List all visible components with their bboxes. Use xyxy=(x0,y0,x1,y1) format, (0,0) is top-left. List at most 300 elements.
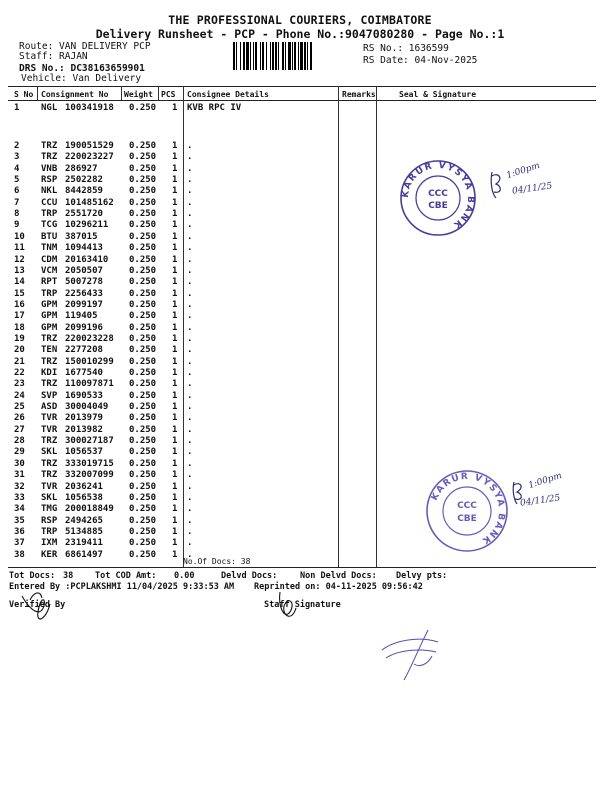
staff-signature-label: Staff Signature xyxy=(264,600,341,610)
table-row xyxy=(0,277,600,288)
table-row xyxy=(0,527,600,538)
table-row xyxy=(0,436,600,447)
row-pcs: 1 xyxy=(172,333,178,344)
row-sno: 14 xyxy=(14,277,25,288)
row-sno: 37 xyxy=(14,538,25,549)
row-sno: 3 xyxy=(14,152,20,163)
row-pcs: 1 xyxy=(172,379,178,390)
table-header-rule xyxy=(8,100,596,101)
row-pcs: 1 xyxy=(172,152,178,163)
row-weight: 0.250 xyxy=(129,390,157,401)
table-top-rule xyxy=(8,86,596,87)
row-weight: 0.250 xyxy=(129,402,157,413)
row-branch-code: TRZ xyxy=(41,458,58,469)
row-weight: 0.250 xyxy=(129,345,157,356)
table-row xyxy=(0,345,600,356)
row-consignee: . xyxy=(187,447,193,458)
row-pcs: 1 xyxy=(172,436,178,447)
row-branch-code: NGL xyxy=(41,103,58,113)
row-branch-code: RPT xyxy=(41,277,58,288)
row-pcs: 1 xyxy=(172,163,178,174)
row-consignment-number: 190051529 xyxy=(65,141,114,151)
row-weight: 0.250 xyxy=(129,481,157,492)
row-pcs: 1 xyxy=(172,254,178,265)
barcode-bar xyxy=(243,42,245,70)
barcode-bar xyxy=(262,42,264,70)
row-pcs: 1 xyxy=(172,538,178,549)
table-row xyxy=(0,538,600,549)
row-branch-code: TEN xyxy=(41,345,58,356)
row-consignee: . xyxy=(187,231,193,242)
row-branch-code: GPM xyxy=(41,311,58,322)
table-row xyxy=(0,334,600,345)
row-weight: 0.250 xyxy=(129,254,157,265)
tot-cod-value: 0.00 xyxy=(174,571,195,581)
col-divider xyxy=(121,86,122,100)
row-consignee: . xyxy=(187,436,193,447)
table-row xyxy=(0,323,600,334)
barcode-bar xyxy=(240,42,241,70)
table-row xyxy=(0,289,600,300)
row-weight: 0.250 xyxy=(129,368,157,378)
row-consignment-number: 5134885 xyxy=(65,526,103,537)
barcode-bar xyxy=(278,42,279,70)
row-pcs: 1 xyxy=(172,549,178,560)
vehicle-label: Vehicle: Van Delivery xyxy=(21,73,142,84)
barcode-bar xyxy=(266,42,267,70)
barcode-bar xyxy=(292,42,293,70)
table-row xyxy=(0,402,600,413)
row-pcs: 1 xyxy=(172,103,178,113)
row-weight: 0.250 xyxy=(129,152,157,163)
row-consignee: . xyxy=(187,197,193,208)
row-branch-code: SKL xyxy=(41,492,58,503)
row-sno: 4 xyxy=(14,163,20,174)
row-weight: 0.250 xyxy=(129,197,157,208)
row-pcs: 1 xyxy=(172,368,178,378)
row-weight: 0.250 xyxy=(129,424,157,435)
row-consignment-number: 2099197 xyxy=(65,299,103,310)
row-branch-code: GPM xyxy=(41,322,58,333)
row-pcs: 1 xyxy=(172,231,178,242)
row-branch-code: KDI xyxy=(41,368,58,378)
table-row xyxy=(0,152,600,163)
row-branch-code: TMG xyxy=(41,504,58,515)
row-pcs: 1 xyxy=(172,197,178,208)
row-consignee: . xyxy=(187,402,193,413)
row-pcs: 1 xyxy=(172,413,178,424)
barcode-bar xyxy=(288,42,291,70)
rs-date: RS Date: 04-Nov-2025 xyxy=(363,55,478,66)
row-consignment-number: 300027187 xyxy=(65,436,114,447)
row-consignee: . xyxy=(187,209,193,220)
row-sno: 9 xyxy=(14,220,20,231)
row-branch-code: TVR xyxy=(41,481,58,492)
row-sno: 22 xyxy=(14,368,25,378)
row-branch-code: RSP xyxy=(41,175,58,186)
row-consignee: . xyxy=(187,152,193,163)
row-sno: 38 xyxy=(14,549,25,560)
row-pcs: 1 xyxy=(172,209,178,220)
row-weight: 0.250 xyxy=(129,549,157,560)
row-weight: 0.250 xyxy=(129,356,157,367)
barcode xyxy=(233,42,359,70)
row-branch-code: TRZ xyxy=(41,356,58,367)
row-branch-code: TRZ xyxy=(41,379,58,390)
row-consignment-number: 1056537 xyxy=(65,447,103,458)
row-sno: 28 xyxy=(14,436,25,447)
col-header-consignment: Consignment No xyxy=(41,90,109,99)
row-sno: 30 xyxy=(14,458,25,469)
table-row xyxy=(0,425,600,436)
delvd-docs: Delvd Docs: xyxy=(221,571,278,581)
table-row xyxy=(0,103,600,114)
row-consignment-number: 2050507 xyxy=(65,265,103,276)
row-sno: 12 xyxy=(14,254,25,265)
row-consignee: . xyxy=(187,515,193,526)
table-row xyxy=(0,220,600,231)
row-weight: 0.250 xyxy=(129,163,157,174)
row-consignment-number: 220023228 xyxy=(65,333,114,344)
row-consignee: . xyxy=(187,481,193,492)
row-consignment-number: 100341918 xyxy=(65,103,114,113)
row-branch-code: TRZ xyxy=(41,333,58,344)
row-sno: 31 xyxy=(14,470,25,481)
row-pcs: 1 xyxy=(172,311,178,322)
row-pcs: 1 xyxy=(172,299,178,310)
row-pcs: 1 xyxy=(172,265,178,276)
row-consignment-number: 286927 xyxy=(65,163,98,174)
row-consignee: . xyxy=(187,368,193,378)
row-consignee: . xyxy=(187,333,193,344)
row-weight: 0.250 xyxy=(129,288,157,299)
col-divider xyxy=(37,86,38,100)
table-row xyxy=(0,300,600,311)
stamp1-time: 1:00pm xyxy=(505,160,542,182)
row-sno: 19 xyxy=(14,333,25,344)
row-consignment-number: 2036241 xyxy=(65,481,103,492)
row-weight: 0.250 xyxy=(129,526,157,537)
row-consignment-number: 2256433 xyxy=(65,288,103,299)
row-branch-code: GPM xyxy=(41,299,58,310)
row-pcs: 1 xyxy=(172,322,178,333)
row-sno: 21 xyxy=(14,356,25,367)
row-branch-code: TRZ xyxy=(41,436,58,447)
row-pcs: 1 xyxy=(172,470,178,481)
table-row xyxy=(0,243,600,254)
row-branch-code: TRZ xyxy=(41,141,58,151)
row-weight: 0.250 xyxy=(129,492,157,503)
row-weight: 0.250 xyxy=(129,447,157,458)
row-weight: 0.250 xyxy=(129,220,157,231)
non-delvd-docs: Non Delvd Docs: xyxy=(300,571,377,581)
row-consignee: . xyxy=(187,311,193,322)
row-branch-code: TNM xyxy=(41,243,58,254)
row-consignee: . xyxy=(187,322,193,333)
row-pcs: 1 xyxy=(172,481,178,492)
row-sno: 10 xyxy=(14,231,25,242)
row-sno: 36 xyxy=(14,526,25,537)
table-row xyxy=(0,311,600,322)
tot-docs-label: Tot Docs: xyxy=(9,571,56,581)
row-consignee: . xyxy=(187,390,193,401)
row-weight: 0.250 xyxy=(129,175,157,186)
row-consignment-number: 1690533 xyxy=(65,390,103,401)
row-pcs: 1 xyxy=(172,504,178,515)
row-consignee: . xyxy=(187,458,193,469)
row-consignment-number: 20163410 xyxy=(65,254,109,265)
row-branch-code: KER xyxy=(41,549,58,560)
barcode-bar xyxy=(285,42,286,70)
row-consignment-number: 2013979 xyxy=(65,413,103,424)
row-weight: 0.250 xyxy=(129,470,157,481)
col-header-consignee: Consignee Details xyxy=(187,90,269,99)
row-sno: 5 xyxy=(14,175,20,186)
row-weight: 0.250 xyxy=(129,538,157,549)
row-branch-code: TRP xyxy=(41,526,58,537)
drs-number: DRS No.: DC38163659901 xyxy=(19,63,145,74)
row-weight: 0.250 xyxy=(129,379,157,390)
row-pcs: 1 xyxy=(172,356,178,367)
stamp2-initials xyxy=(508,478,530,508)
row-weight: 0.250 xyxy=(129,299,157,310)
row-pcs: 1 xyxy=(172,243,178,254)
row-consignment-number: 2319411 xyxy=(65,538,103,549)
row-consignee: . xyxy=(187,186,193,197)
barcode-bar xyxy=(298,42,299,70)
row-consignee: . xyxy=(187,492,193,503)
row-consignee: . xyxy=(187,470,193,481)
row-sno: 27 xyxy=(14,424,25,435)
row-pcs: 1 xyxy=(172,141,178,151)
verified-by: Verified By xyxy=(9,600,66,610)
row-consignee: . xyxy=(187,163,193,174)
barcode-bar xyxy=(236,42,237,70)
row-consignment-number: 119405 xyxy=(65,311,98,322)
reprinted-on: Reprinted on: 04-11-2025 09:56:42 xyxy=(254,582,423,592)
row-weight: 0.250 xyxy=(129,333,157,344)
table-bottom-rule xyxy=(8,567,596,568)
row-pcs: 1 xyxy=(172,277,178,288)
row-consignment-number: 6861497 xyxy=(65,549,103,560)
barcode-bar xyxy=(304,42,306,70)
rs-number: RS No.: 1636599 xyxy=(363,43,449,54)
stamp-center-top: CCC xyxy=(428,189,448,199)
row-consignment-number: 2277208 xyxy=(65,345,103,356)
row-weight: 0.250 xyxy=(129,458,157,469)
table-row xyxy=(0,516,600,527)
stamp-ring-text: KARUR VYSYA BANK xyxy=(429,471,507,547)
barcode-bar xyxy=(250,42,251,70)
row-weight: 0.250 xyxy=(129,436,157,447)
row-weight: 0.250 xyxy=(129,209,157,220)
row-consignment-number: 2494265 xyxy=(65,515,103,526)
row-branch-code: RSP xyxy=(41,515,58,526)
row-consignee: . xyxy=(187,356,193,367)
row-pcs: 1 xyxy=(172,186,178,197)
row-branch-code: ASD xyxy=(41,402,58,413)
row-consignment-number: 2551720 xyxy=(65,209,103,220)
row-sno: 13 xyxy=(14,265,25,276)
route-label: Route: VAN DELIVERY PCP xyxy=(19,41,151,52)
row-pcs: 1 xyxy=(172,492,178,503)
row-pcs: 1 xyxy=(172,402,178,413)
row-consignee: . xyxy=(187,243,193,254)
table-row xyxy=(0,232,600,243)
row-consignee: . xyxy=(187,141,193,151)
row-consignment-number: 1677540 xyxy=(65,368,103,378)
row-consignment-number: 101485162 xyxy=(65,197,114,208)
barcode-bar xyxy=(300,42,303,70)
row-pcs: 1 xyxy=(172,220,178,231)
row-consignee: . xyxy=(187,288,193,299)
row-weight: 0.250 xyxy=(129,231,157,242)
col-header-weight: Weight xyxy=(124,90,153,99)
row-consignment-number: 5007278 xyxy=(65,277,103,288)
row-weight: 0.250 xyxy=(129,311,157,322)
row-branch-code: TVR xyxy=(41,424,58,435)
row-consignment-number: 30004049 xyxy=(65,402,109,413)
table-row xyxy=(0,391,600,402)
row-pcs: 1 xyxy=(172,345,178,356)
barcode-bar xyxy=(307,42,308,70)
barcode-bar xyxy=(246,42,249,70)
row-consignment-number: 200018849 xyxy=(65,504,114,515)
row-consignee: . xyxy=(187,220,193,231)
tot-docs-value: 38 xyxy=(63,571,74,581)
row-consignment-number: 333019715 xyxy=(65,458,114,469)
row-pcs: 1 xyxy=(172,515,178,526)
company-name: THE PROFESSIONAL COURIERS, COIMBATORE xyxy=(168,13,432,27)
row-consignee: . xyxy=(187,265,193,276)
row-sno: 34 xyxy=(14,504,25,515)
row-sno: 17 xyxy=(14,311,25,322)
row-branch-code: TRZ xyxy=(41,152,58,163)
row-pcs: 1 xyxy=(172,175,178,186)
row-consignee: . xyxy=(187,549,193,560)
barcode-bar xyxy=(294,42,296,70)
barcode-bar xyxy=(233,42,235,70)
row-sno: 16 xyxy=(14,299,25,310)
row-weight: 0.250 xyxy=(129,141,157,151)
row-consignee: . xyxy=(187,379,193,390)
col-header-seal: Seal & Signature xyxy=(399,90,477,99)
row-consignment-number: 10296211 xyxy=(65,220,109,231)
row-branch-code: TVR xyxy=(41,413,58,424)
row-sno: 25 xyxy=(14,402,25,413)
row-consignee: . xyxy=(187,504,193,515)
row-weight: 0.250 xyxy=(129,322,157,333)
row-sno: 29 xyxy=(14,447,25,458)
row-consignment-number: 2013982 xyxy=(65,424,103,435)
no-of-docs: No.Of Docs: 38 xyxy=(183,557,251,566)
entered-by: Entered By :PCPLAKSHMI 11/04/2025 9:33:53 AM xyxy=(9,582,235,592)
row-branch-code: VNB xyxy=(41,163,58,174)
row-branch-code: SKL xyxy=(41,447,58,458)
row-sno: 1 xyxy=(14,103,20,113)
col-header-pcs: PCS xyxy=(161,90,176,99)
row-branch-code: BTU xyxy=(41,231,58,242)
row-weight: 0.250 xyxy=(129,186,157,197)
row-sno: 2 xyxy=(14,141,20,151)
row-sno: 6 xyxy=(14,186,20,197)
row-consignee: . xyxy=(187,413,193,424)
row-consignee: . xyxy=(187,526,193,537)
table-row xyxy=(0,459,600,470)
row-consignment-number: 1094413 xyxy=(65,243,103,254)
row-weight: 0.250 xyxy=(129,103,157,113)
staff-label: Staff: RAJAN xyxy=(19,51,88,62)
table-row xyxy=(0,255,600,266)
row-sno: 15 xyxy=(14,288,25,299)
row-branch-code: NKL xyxy=(41,186,58,197)
barcode-bar xyxy=(253,42,254,70)
row-sno: 26 xyxy=(14,413,25,424)
table-row xyxy=(0,198,600,209)
row-consignee: . xyxy=(187,345,193,356)
row-sno: 18 xyxy=(14,322,25,333)
barcode-bar xyxy=(275,42,277,70)
stamp2-date: 04/11/25 xyxy=(519,493,561,509)
row-sno: 7 xyxy=(14,197,20,208)
table-row xyxy=(0,141,600,152)
row-weight: 0.250 xyxy=(129,277,157,288)
row-sno: 32 xyxy=(14,481,25,492)
row-consignee: KVB RPC IV xyxy=(187,103,242,113)
row-consignee: . xyxy=(187,175,193,186)
row-consignment-number: 220023227 xyxy=(65,152,114,163)
row-consignment-number: 2502282 xyxy=(65,175,103,186)
barcode-bar xyxy=(282,42,284,70)
row-consignment-number: 2099196 xyxy=(65,322,103,333)
stamp1-initials xyxy=(486,168,510,202)
row-sno: 23 xyxy=(14,379,25,390)
row-sno: 20 xyxy=(14,345,25,356)
stamp1-date: 04/11/25 xyxy=(511,181,553,197)
row-sno: 8 xyxy=(14,209,20,220)
row-consignment-number: 1056538 xyxy=(65,492,103,503)
row-sno: 24 xyxy=(14,390,25,401)
row-sno: 35 xyxy=(14,515,25,526)
row-consignee: . xyxy=(187,538,193,549)
row-consignment-number: 332007099 xyxy=(65,470,114,481)
barcode-bar xyxy=(272,42,274,70)
row-consignee: . xyxy=(187,254,193,265)
row-consignee: . xyxy=(187,277,193,288)
row-consignment-number: 8442859 xyxy=(65,186,103,197)
bank-stamp-2 xyxy=(424,468,510,554)
stamp2-time: 1:00pm xyxy=(527,470,564,492)
table-row xyxy=(0,413,600,424)
row-branch-code: CDM xyxy=(41,254,58,265)
row-consignment-number: 110097871 xyxy=(65,379,114,390)
row-consignee: . xyxy=(187,299,193,310)
row-weight: 0.250 xyxy=(129,515,157,526)
row-pcs: 1 xyxy=(172,424,178,435)
col-header-sno: S No xyxy=(14,90,34,99)
row-consignee: . xyxy=(187,424,193,435)
stamp-center-bottom: CBE xyxy=(428,201,448,211)
row-pcs: 1 xyxy=(172,526,178,537)
col-divider xyxy=(158,86,159,100)
barcode-bar xyxy=(270,42,271,70)
table-row xyxy=(0,186,600,197)
table-row xyxy=(0,266,600,277)
row-sno: 11 xyxy=(14,243,25,254)
row-pcs: 1 xyxy=(172,447,178,458)
table-row xyxy=(0,447,600,458)
table-row xyxy=(0,209,600,220)
